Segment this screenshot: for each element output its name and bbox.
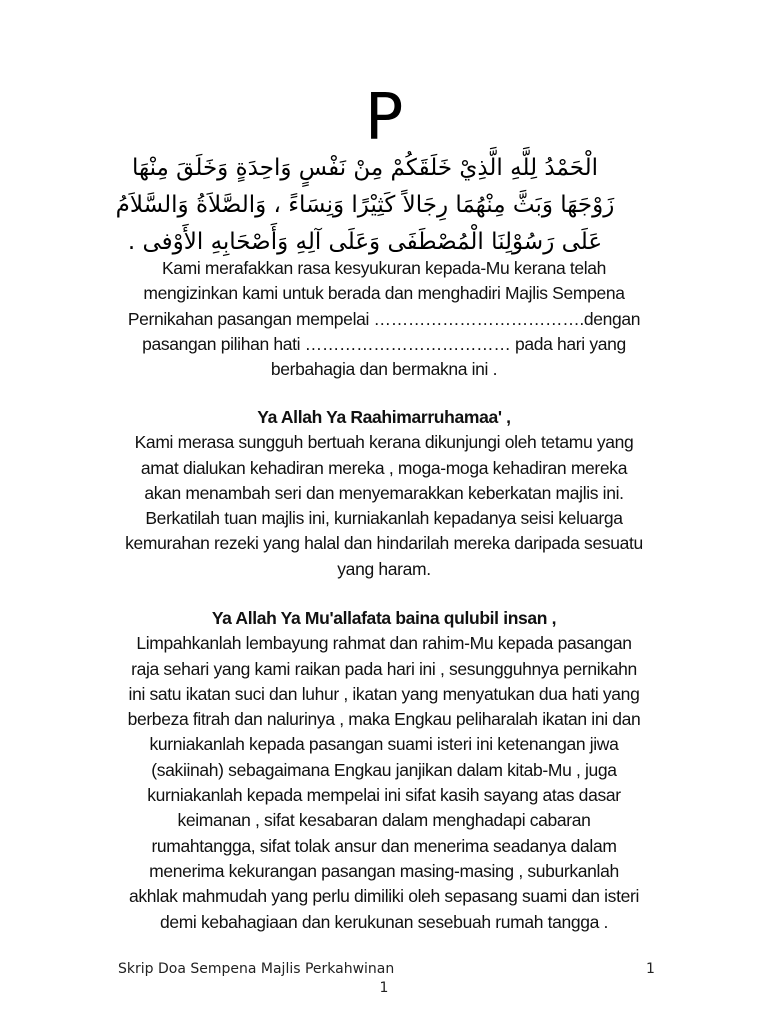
prayer-section-one bbox=[92, 405, 676, 582]
arabic-opening-prayer bbox=[60, 150, 670, 261]
arabic-line: الْحَمْدُ لِلَّهِ الَّذِيْ خَلَقَكُمْ مِنْ نَفْسٍ وَاحِدَةٍ وَخَلَقَ مِنْهَا bbox=[131, 155, 599, 181]
text-line: demi kebahagiaan dan kerukunan sesebuah rumah tangga . bbox=[159, 911, 609, 932]
footer-page-number: 1 bbox=[646, 961, 655, 977]
text-line: yang haram. bbox=[337, 558, 431, 579]
text-line: kurniakanlah kepada pasangan suami isteri ini ketenangan jiwa bbox=[149, 734, 619, 755]
text-line: pasangan pilihan hati ……………………………… pada hari yang bbox=[142, 333, 626, 354]
text-line: raja sehari yang kami raikan pada hari ini , sesungguhnya pernikahn bbox=[131, 658, 637, 679]
text-line: Limpahkanlah lembayung rahmat dan rahim-Mu kepada pasangan bbox=[136, 633, 632, 654]
text-line: ini satu ikatan suci dan luhur , ikatan yang menyatukan dua hati yang bbox=[128, 683, 640, 704]
text-line: akan menambah seri dan menyemarakkan keberkatan majlis ini. bbox=[144, 482, 624, 503]
intro-paragraph bbox=[92, 256, 676, 382]
text-line: (sakiinah) sebagaimana Engkau janjikan dalam kitab-Mu , juga bbox=[151, 759, 617, 780]
footer-title: Skrip Doa Sempena Majlis Perkahwinan bbox=[118, 961, 395, 977]
text-line: mengizinkan kami untuk berada dan menghadiri Majlis Sempena bbox=[143, 283, 625, 304]
text-line: menerima kekurangan pasangan masing-masing , suburkanlah bbox=[149, 860, 619, 881]
arabic-line: عَلَى رَسُوْلِنَا الْمُصْطَفَى وَعَلَى آلِهِ وَأَصْحَابِهِ الأَوْفى . bbox=[127, 229, 603, 255]
text-line: Pernikahan pasangan mempelai ……………………………….dengan bbox=[127, 308, 641, 329]
text-line: berbahagia dan bermakna ini . bbox=[270, 359, 498, 380]
text-line: Kami merasa sungguh bertuah kerana dikunjungi oleh tetamu yang bbox=[134, 432, 634, 453]
text-line: Berkatilah tuan majlis ini, kurniakanlah kepadanya seisi keluarga bbox=[145, 508, 623, 529]
section-heading: Ya Allah Ya Raahimarruhamaa' , bbox=[257, 407, 511, 427]
text-line: akhlak mahmudah yang perlu dimiliki oleh sepasang suami dan isteri bbox=[129, 886, 639, 907]
drop-letter: P bbox=[364, 81, 404, 155]
text-line: rumahtangga, sifat tolak ansur dan menerima seadanya dalam bbox=[151, 835, 617, 856]
text-line: kemurahan rezeki yang halal dan hindarilah mereka daripada sesuatu bbox=[125, 533, 643, 554]
text-line: amat dialukan kehadiran mereka , moga-moga kehadiran mereka bbox=[140, 457, 628, 478]
text-line: berbeza fitrah dan nalurinya , maka Engkau peliharalah ikatan ini dan bbox=[127, 709, 641, 730]
prayer-section-two bbox=[92, 606, 676, 935]
text-line: keimanan , sifat kesabaran dalam menghadapi cabaran bbox=[177, 810, 591, 831]
text-line: kurniakanlah kepada mempelai ini sifat kasih sayang atas dasar bbox=[147, 785, 621, 806]
footer-page-number-bottom: 1 bbox=[379, 980, 389, 996]
section-heading: Ya Allah Ya Mu'allafata baina qulubil insan , bbox=[211, 608, 557, 628]
arabic-line: زَوْجَهَا وَبَثَّ مِنْهُمَا رِجَالاً كَثِيْرًا وَنِسَاءً ، وَالصَّلاَةُ وَالسَّلاَمُ bbox=[115, 192, 615, 218]
text-line: Kami merafakkan rasa kesyukuran kepada-Mu kerana telah bbox=[161, 258, 607, 278]
